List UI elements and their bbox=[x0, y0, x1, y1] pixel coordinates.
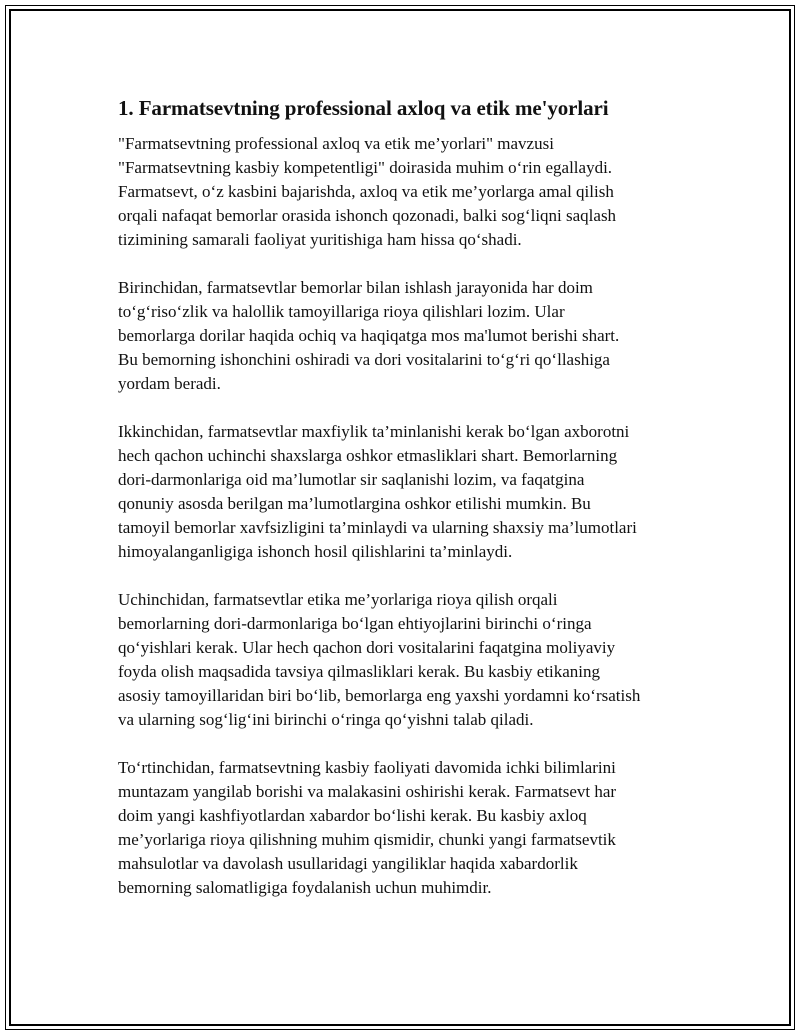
paragraph-intro: "Farmatsevtning professional axloq va etik me’yorlari" mavzusi "Farmatsevtning kasbiy kompetentligi" doirasida muhim o‘rin egallaydi. Farmatsevt, o‘z kasbini bajarishda, axloq va etik me’yorlarga amal qilish orqali nafaqat bemorlar orasida ishonch qozonadi, balki sog‘liqni saqlash tizimining samarali faoliyat yuritishiga ham hissa qo‘shadi. bbox=[118, 134, 617, 249]
paragraph-fourth: To‘rtinchidan, farmatsevtning kasbiy faoliyati davomida ichki bilimlarini muntazam yangilab borishi va malakasini oshirishi kerak. Farmatsevt har doim yangi kashfiyotlardan xabardor bo‘lishi kerak. Bu kasbiy axloq me’yorlariga rioya qilishning muhim qismidir, chunki yangi farmatsevtik mahsulotlar va davolash usullaridagi yangiliklar haqida xabardorlik bemorning salomatligiga foydalanish uchun muhimdir. bbox=[118, 758, 617, 897]
paragraph-third: Uchinchidan, farmatsevtlar etika me’yorlariga rioya qilish orqali bemorlarning dori-darmonlariga bo‘lgan ehtiyojlarini birinchi o‘ringa qo‘yishlari kerak. Ular hech qachon dori vositalarini faqatgina moliyaviy foyda olish maqsadida tavsiya qilmasliklari kerak. Bu kasbiy etikaning asosiy tamoyillaridan biri bo‘lib, bemorlarga eng yaxshi yordamni ko‘rsatish va ularning sog‘lig‘ini birinchi o‘ringa qo‘yishni talab qiladi. bbox=[118, 590, 641, 729]
document-body bbox=[118, 94, 688, 924]
paragraph-first: Birinchidan, farmatsevtlar bemorlar bilan ishlash jarayonida har doim to‘g‘riso‘zlik va halollik tamoyillariga rioya qilishlari lozim. Ular bemorlarga dorilar haqida ochiq va haqiqatga mos ma'lumot berishi shart. Bu bemorning ishonchini oshiradi va dori vositalarini to‘g‘ri qo‘llashiga yordam beradi. bbox=[118, 278, 620, 393]
paragraph-second: Ikkinchidan, farmatsevtlar maxfiylik ta’minlanishi kerak bo‘lgan axborotni hech qachon uchinchi shaxslarga oshkor etmasliklari shart. Bemorlarning dori-darmonlariga oid ma’lumotlar sir saqlanishi lozim, va faqatgina qonuniy asosda berilgan ma’lumotlargina oshkor etilishi mumkin. Bu tamoyil bemorlar xavfsizligini ta’minlaydi va ularning shaxsiy ma’lumotlari himoyalanganligiga ishonch hosil qilishlarini ta’minlaydi. bbox=[118, 422, 637, 561]
section-heading: 1. Farmatsevtning professional axloq va etik me'yorlari bbox=[118, 96, 609, 120]
